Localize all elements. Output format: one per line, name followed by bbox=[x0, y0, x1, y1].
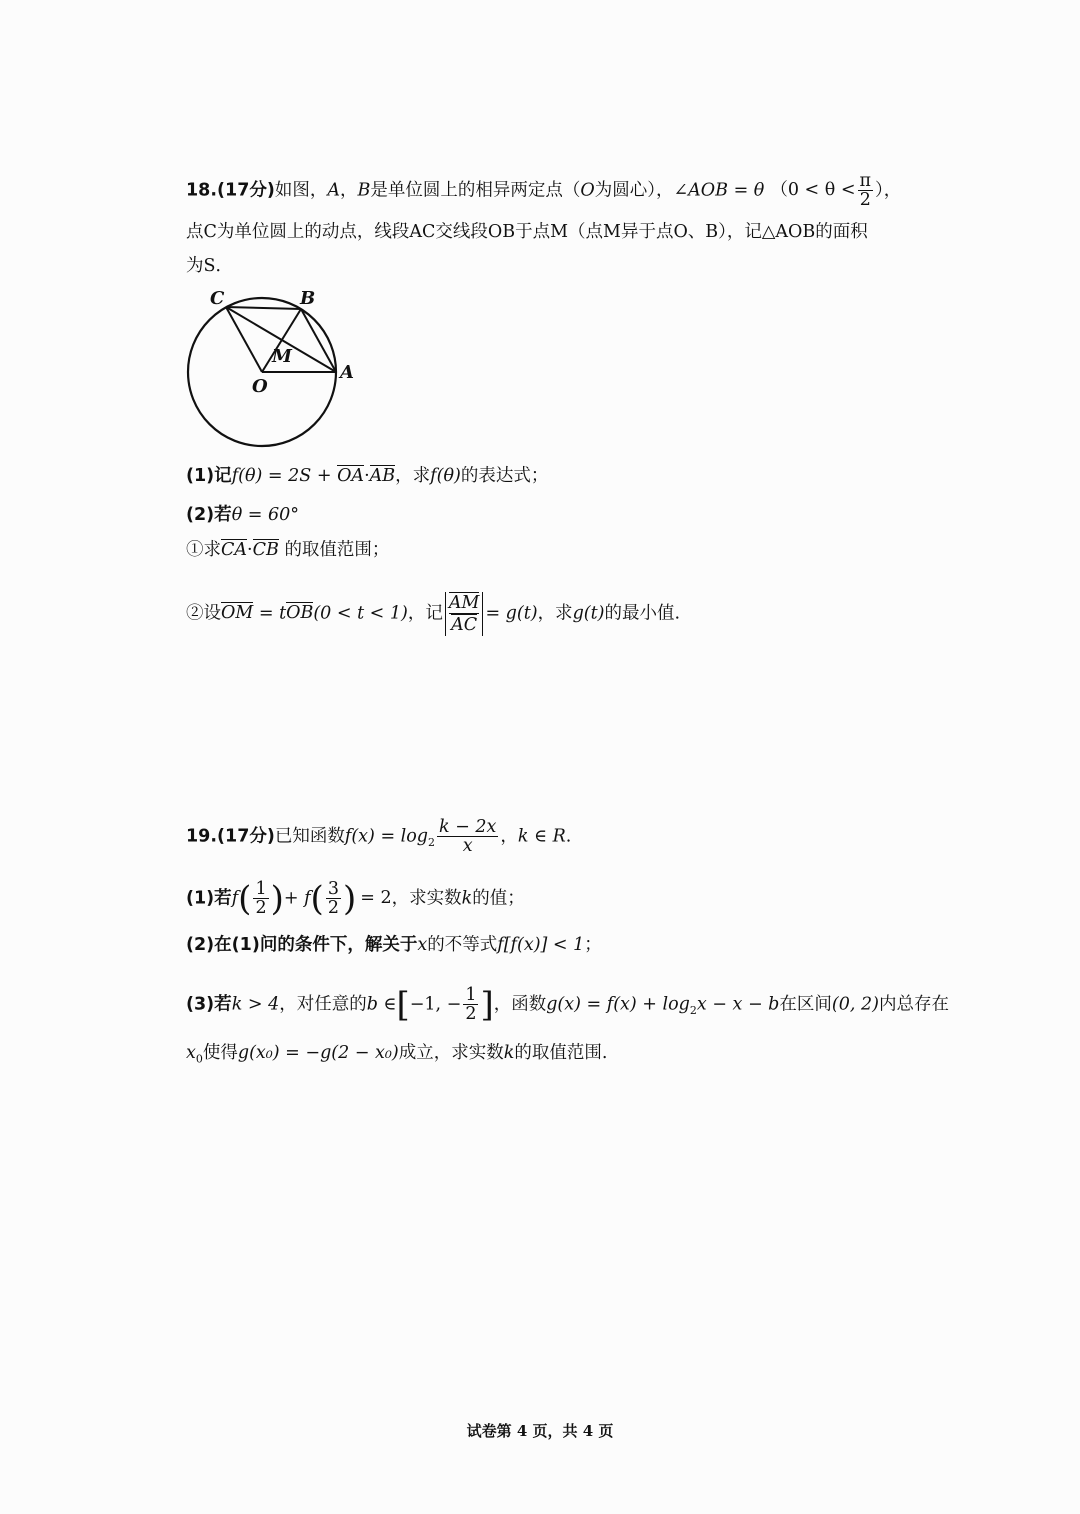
q19-part1-label: (1)若 bbox=[186, 888, 232, 909]
dot: · bbox=[364, 466, 370, 486]
q19-points: (17分) bbox=[217, 826, 275, 847]
q18-figure bbox=[180, 284, 380, 454]
q18-part2-theta: θ = 60° bbox=[231, 505, 300, 525]
subscript-0: 0 bbox=[195, 1052, 203, 1066]
q19-k-gt-4: k > 4 bbox=[231, 994, 280, 1015]
q18-text: 为圆心）， bbox=[594, 180, 674, 201]
q18-var-B: B bbox=[357, 180, 371, 201]
q19-part3: (3)若k > 4，对任意的b ∈[−1, − $\frac{1}{2}$ ]，函数$g(x) = f(x) + \log_2x - x - b$在区间(0, 2)内总存在 bbox=[186, 984, 949, 1025]
q19-x0: x bbox=[186, 1043, 196, 1063]
q18-points: (17分) bbox=[217, 180, 275, 201]
q19-text: 的取值范围. bbox=[514, 1043, 608, 1063]
label-A: A bbox=[340, 362, 354, 383]
frac-3-2: $\frac{3}{2}$ bbox=[327, 879, 339, 919]
q18-part1 bbox=[186, 463, 548, 489]
q18-line1 bbox=[186, 172, 901, 210]
log-base: 2 bbox=[689, 1003, 697, 1017]
q19-text: ， bbox=[500, 826, 518, 847]
q19-text: 在区间 bbox=[779, 994, 832, 1015]
vec-CA: CA bbox=[221, 540, 248, 560]
q18-sub2-eq: = t bbox=[258, 603, 287, 624]
q18-sub2 bbox=[186, 592, 680, 636]
q19-text: 使得 bbox=[202, 1043, 238, 1063]
q19-part2 bbox=[186, 932, 602, 958]
q18-sub2-text: ，记 bbox=[407, 603, 443, 624]
q18-part1-text: ，求 bbox=[395, 466, 431, 486]
q19-text: 内总存在 bbox=[878, 994, 949, 1015]
q19-part2-label: (2)在(1)问的条件下，解关于 bbox=[186, 935, 418, 955]
q19-g-symmetry: g(x₀) = −g(2 − x₀) bbox=[237, 1043, 399, 1063]
label-B: B bbox=[300, 288, 316, 309]
q19-part3-cont bbox=[186, 1040, 607, 1073]
q18-part1-f: f(θ) = 2S + bbox=[231, 466, 332, 486]
q18-text: 是单位圆上的相异两定点（ bbox=[370, 180, 581, 201]
q18-sub2-text: ②设 bbox=[186, 603, 221, 624]
q18-var-O: O bbox=[580, 180, 595, 201]
q18-sub2-text: ，求 bbox=[537, 603, 573, 624]
q19-text: 已知函数 bbox=[274, 826, 345, 847]
vec-AC: AC bbox=[451, 615, 478, 636]
q18-sub2-g: = g(t) bbox=[485, 603, 538, 624]
q18-part2 bbox=[186, 502, 299, 528]
q19-k: k ∈ R bbox=[517, 826, 566, 847]
q18-part1-f2: f(θ) bbox=[430, 466, 461, 486]
q19-text: . bbox=[565, 826, 572, 847]
q19-text: ，函数 bbox=[493, 994, 547, 1015]
q18-part1-label: (1)记 bbox=[186, 466, 232, 486]
page-footer: 试卷第 4 页，共 4 页 bbox=[466, 1422, 614, 1440]
q19-g: g(x) = f(x) + log bbox=[546, 994, 690, 1015]
q19-f: f bbox=[231, 888, 239, 909]
q18-text: 如图， bbox=[274, 180, 328, 201]
q18-sub1 bbox=[186, 537, 389, 563]
q18-var-A: A bbox=[327, 180, 341, 201]
vec-OA: OA bbox=[337, 466, 365, 486]
log-base: 2 bbox=[428, 835, 435, 849]
q19-f: f(x) = log bbox=[344, 826, 428, 847]
q19-fraction: $\frac{k - 2x}{x}$ bbox=[439, 817, 497, 857]
q18-sub1-text: ①求 bbox=[186, 540, 221, 560]
q19-part3-label: (3)若 bbox=[186, 994, 232, 1015]
q19-intro bbox=[186, 818, 571, 856]
q19-interval: −1, − bbox=[409, 994, 462, 1015]
frac-1-2: $\frac{1}{2}$ bbox=[255, 879, 267, 919]
q19-k: k bbox=[461, 888, 473, 909]
q19-eq: = 2 bbox=[360, 888, 392, 909]
q18-part1-text: 的表达式； bbox=[460, 466, 549, 486]
q18-abs-ratio bbox=[445, 592, 484, 636]
q18-line3: 为S． bbox=[186, 256, 233, 276]
q19-x: x bbox=[417, 935, 428, 955]
dot: · bbox=[247, 540, 253, 560]
q18-sub1-text: 的取值范围； bbox=[284, 540, 390, 560]
q19-text: 的值； bbox=[472, 888, 525, 909]
q19-text: ，对任意的 bbox=[279, 994, 367, 1015]
q18-sub2-range: (0 < t < 1) bbox=[313, 603, 408, 624]
q19-inequality: f[f(x)] < 1 bbox=[497, 935, 585, 955]
vec-OB: OB bbox=[286, 603, 314, 624]
q18-pi-over-2: $\frac{\pi}{2}$ bbox=[859, 171, 872, 211]
q19-text: 的不等式 bbox=[427, 935, 498, 955]
label-C: C bbox=[210, 288, 225, 309]
label-M: M bbox=[272, 346, 292, 367]
label-O: O bbox=[252, 376, 268, 397]
q18-sub2-g2: g(t) bbox=[572, 603, 605, 624]
q19-part1: (1)若f( $\frac{1}{2}$ )+ f( $\frac{3}{2}$ ) = 2，求实数k的值； bbox=[186, 878, 525, 919]
q18-text: ， bbox=[340, 180, 358, 201]
vec-AB: AB bbox=[369, 466, 396, 486]
q18-part2-label: (2)若 bbox=[186, 505, 232, 525]
frac-1-2b: $\frac{1}{2}$ bbox=[465, 985, 477, 1025]
q18-angle: ∠AOB = θ bbox=[673, 180, 765, 201]
q18-range-close: ）， bbox=[875, 180, 902, 201]
vec-CB: CB bbox=[252, 540, 279, 560]
q19-text: 成立，求实数 bbox=[398, 1043, 504, 1063]
q19-g-tail: x − x − b bbox=[696, 994, 780, 1015]
q18-sub2-text: 的最小值. bbox=[604, 603, 681, 624]
q18-number: 18. bbox=[186, 180, 218, 201]
q19-k: k bbox=[503, 1043, 515, 1063]
q18-range: （0 < θ < bbox=[770, 180, 856, 201]
q19-text: ； bbox=[584, 935, 602, 955]
q18-line2: 点C为单位圆上的动点，线段AC交线段OB于点M（点M异于点O、B），记△AOB的面积 bbox=[186, 222, 868, 242]
vec-AM: AM bbox=[448, 593, 480, 613]
vec-OM: OM bbox=[221, 603, 254, 624]
q19-plus-f: + f bbox=[283, 888, 311, 909]
q19-text: ，求实数 bbox=[391, 888, 462, 909]
q19-b-in: b ∈ bbox=[366, 994, 397, 1015]
q19-number: 19. bbox=[186, 826, 218, 847]
q19-open-interval: (0, 2) bbox=[831, 994, 879, 1015]
segment-CB bbox=[226, 307, 301, 309]
